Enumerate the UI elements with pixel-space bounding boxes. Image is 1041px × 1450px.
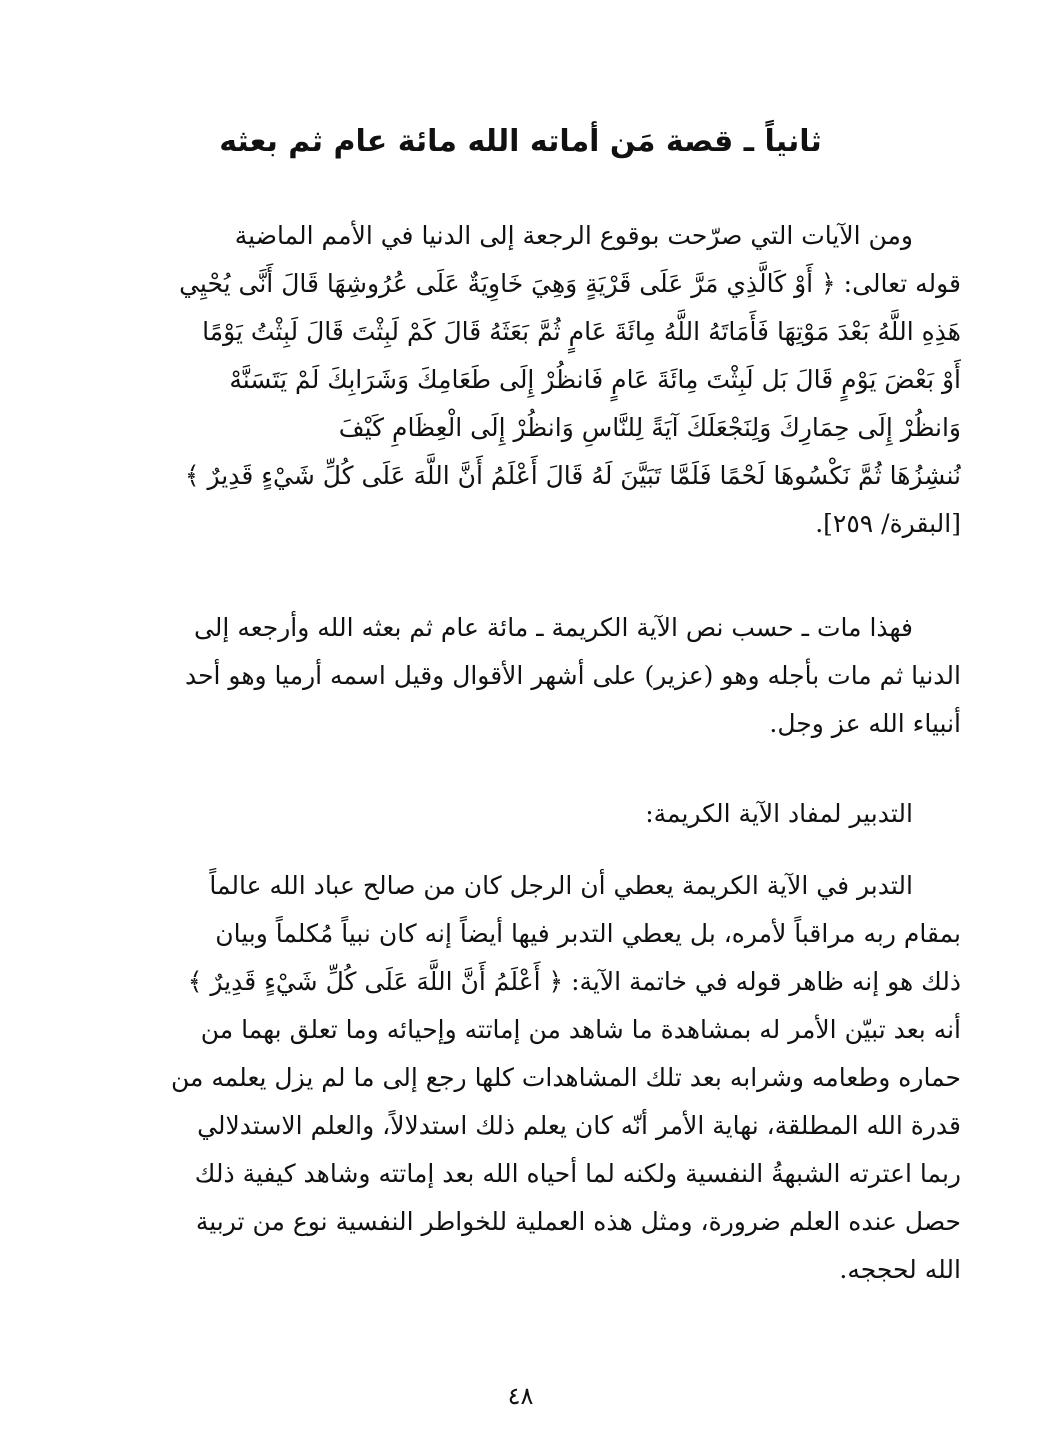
text-line: ومن الآيات التي صرّحت بوقوع الرجعة إلى الدنيا في الأمم الماضية [234,221,913,250]
quran-verse-line: نُنشِزُهَا ثُمَّ نَكْسُوهَا لَحْمًا فَلَمَّا تَبَيَّنَ لَهُ قَالَ أَعْلَمُ أَنَّ اللَّهَ عَلَى كُلِّ شَيْءٍ قَدِيرٌ ﴾ [184,461,961,490]
quran-verse-line: أَوْ بَعْضَ يَوْمٍ قَالَ بَل لَبِثْتَ مِائَةَ عَامٍ فَانظُرْ إِلَى طَعَامِكَ وَشَرَابِكَ لَمْ يَتَسَنَّهْ [229,365,961,394]
text-line: الله لحججه. [839,1255,961,1284]
text-line: فهذا مات ـ حسب نص الآية الكريمة ـ مائة عام ثم بعثه الله وأرجعه إلى [193,613,913,642]
text-line: قدرة الله المطلقة، نهاية الأمر أنّه كان يعلم ذلك استدلالاً، والعلم الاستدلالي [197,1111,961,1140]
page-number: ٤٨ [507,1382,534,1410]
section-heading [80,790,961,838]
quran-verse-line: هَذِهِ اللَّهُ بَعْدَ مَوْتِهَا فَأَمَاتَهُ اللَّهُ مِائَةَ عَامٍ ثُمَّ بَعَثَهُ قَالَ كَمْ لَبِثْتَ قَالَ لَبِثْتُ يَوْمًا [202,317,961,346]
section-heading-text: التدبير لمفاد الآية الكريمة: [645,799,913,828]
text-line: حصل عنده العلم ضرورة، ومثل هذه العملية للخواطر النفسية نوع من تربية [195,1207,961,1236]
paragraph-explanation [80,604,961,748]
text-line: ربما اعترته الشبهةُ النفسية ولكنه لما أحياه الله بعد إماتته وشاهد كيفية ذلك [194,1159,961,1188]
quran-verse-line: وَانظُرْ إِلَى حِمَارِكَ وَلِنَجْعَلَكَ آيَةً لِلنَّاسِ وَانظُرْ إِلَى الْعِظَامِ كَيْفَ [338,413,961,442]
text-line: الدنيا ثم مات بأجله وهو (عزير) على أشهر الأقوال وقيل اسمه أرميا وهو أحد [184,661,961,690]
page-title: ثانياً ـ قصة مَن أماته الله مائة عام ثم بعثه [219,124,822,159]
text-line: التدبر في الآية الكريمة يعطي أن الرجل كان من صالح عباد الله عالماً [209,871,913,900]
paragraph-verse-intro [80,212,961,548]
text-line: حماره وطعامه وشرابه بعد تلك المشاهدات كلها رجع إلى ما لم يزل يعلمه من [170,1063,961,1092]
text-line: أنه بعد تبيّن الأمر له بمشاهدة ما شاهد من إماتته وإحيائه وما تعلق بهما من [200,1015,961,1044]
quran-verse-line: قوله تعالى: ﴿ أَوْ كَالَّذِي مَرَّ عَلَى قَرْيَةٍ وَهِيَ خَاوِيَةٌ عَلَى عُرُوشِهَا قَالَ أَنَّى يُحْيِي [179,269,961,298]
paragraph-reflection [80,862,961,1294]
verse-citation: [البقرة/ ٢٥٩]. [815,509,961,538]
text-line: بمقام ربه مراقباً لأمره، بل يعطي التدبر فيها أيضاً إنه كان نبياً مُكلماً وبيان [215,919,961,948]
text-line: ذلك هو إنه ظاهر قوله في خاتمة الآية: ﴿ أَعْلَمُ أَنَّ اللَّهَ عَلَى كُلِّ شَيْءٍ قَدِيرٌ ﴾ [187,967,961,996]
text-line: أنبياء الله عز وجل. [769,709,961,738]
